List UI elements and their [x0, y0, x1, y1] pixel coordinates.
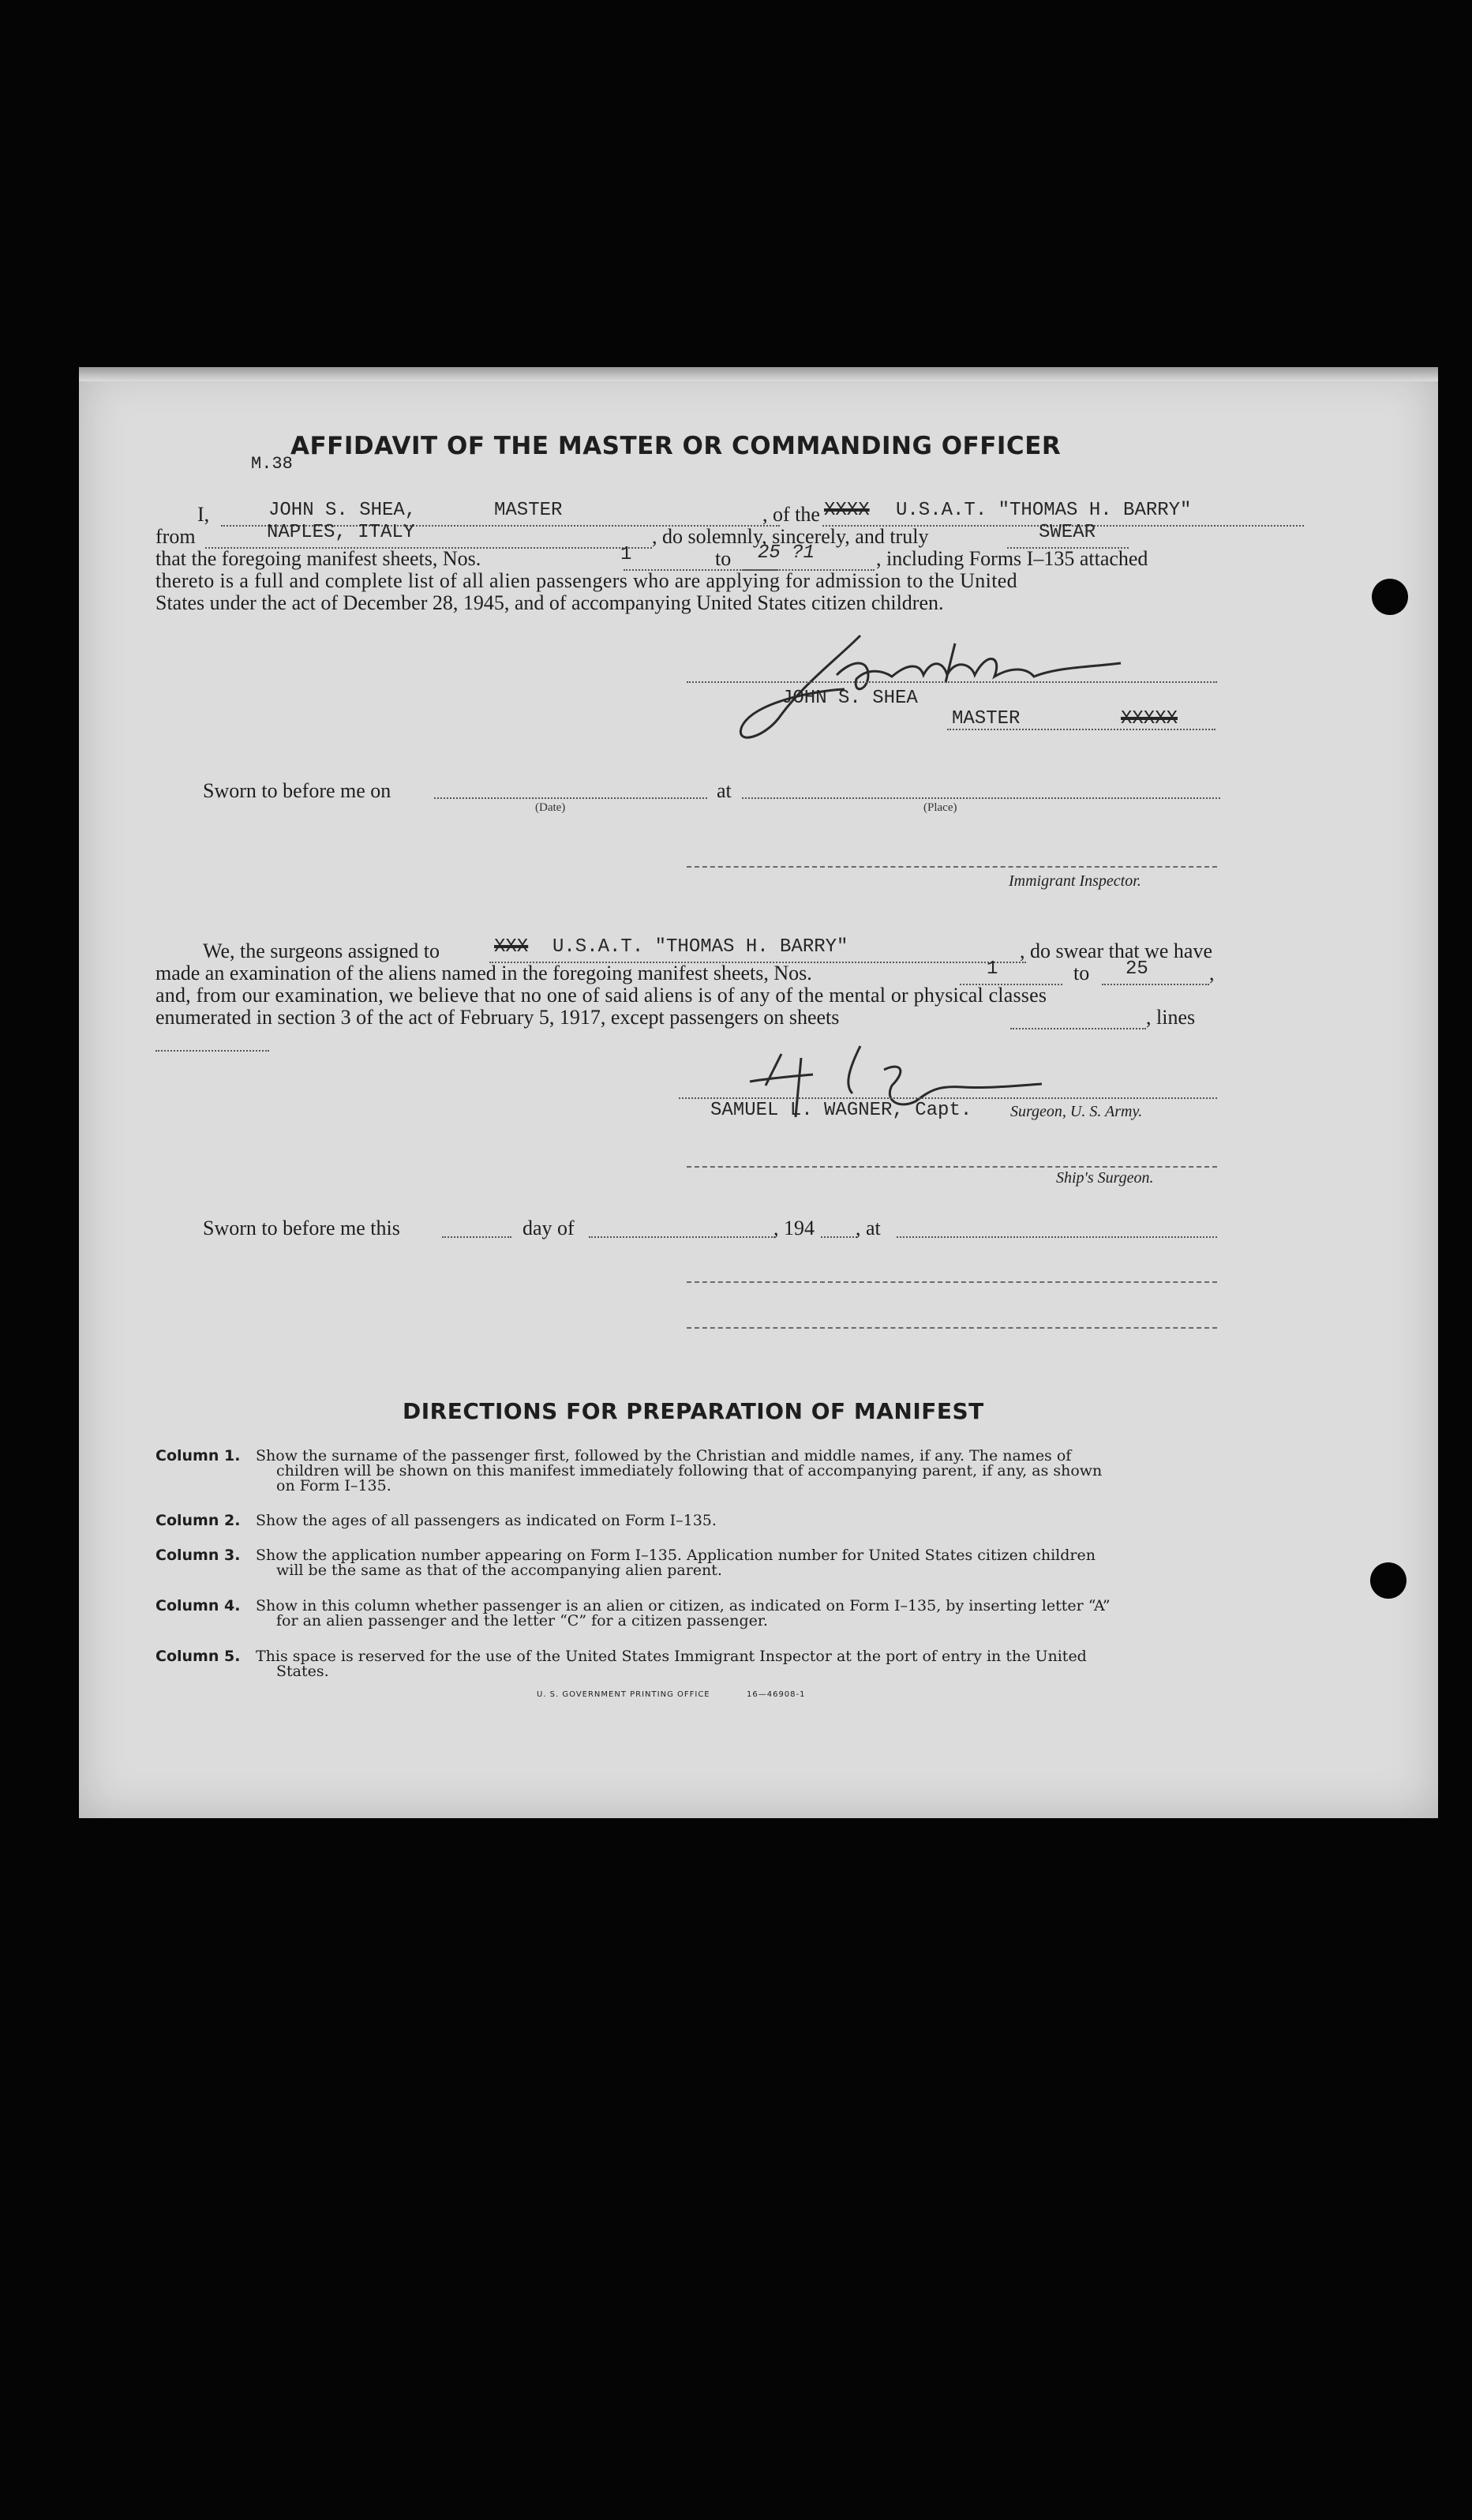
ship-struck-text: XXXX	[824, 500, 870, 521]
column-5-entry	[155, 1648, 240, 1665]
directions-title: DIRECTIONS FOR PREPARATION OF MANIFEST	[403, 1398, 984, 1424]
date-caption: (Date)	[535, 801, 566, 814]
column-2-line-1: Show the ages of all passengers as indicated on Form I–135.	[256, 1512, 717, 1529]
of-the-label: , of the	[762, 503, 820, 526]
immigrant-inspector-caption: Immigrant Inspector.	[1009, 872, 1141, 890]
column-1-entry	[155, 1447, 240, 1464]
sworn-this-label: Sworn to before me this	[203, 1217, 400, 1239]
column-1-label: Column 1.	[155, 1447, 241, 1464]
ships-surgeon-caption: Ship's Surgeon.	[1056, 1169, 1154, 1187]
surgeons-to-label: to	[1073, 962, 1090, 984]
column-4-line-1: Show in this column whether passenger is an alien or citizen, as indicated on Form I–135, by inserting letter “A”	[256, 1597, 1111, 1614]
column-4-line-2: for an alien passenger and the letter “C” for a citizen passenger.	[276, 1612, 768, 1629]
affidavit-title: AFFIDAVIT OF THE MASTER OR COMMANDING OFFICER	[290, 432, 1062, 460]
manifest-affidavit-sheet	[79, 367, 1438, 1818]
oath-word: SWEAR	[1039, 522, 1096, 543]
form-number: M.38	[251, 454, 293, 474]
column-5-label: Column 5.	[155, 1648, 241, 1665]
surgeons-line-3: and, from our examination, we believe that no one of said aliens is of any of the mental or physical classes	[155, 984, 1047, 1007]
sworn-date-line	[434, 797, 707, 799]
typed-master-name: JOHN S. SHEA	[781, 688, 918, 709]
lines-line	[155, 1050, 269, 1052]
column-3-label: Column 3.	[155, 1547, 241, 1564]
surgeons-line-4: enumerated in section 3 of the act of February 5, 1917, except passengers on sheets	[155, 1006, 840, 1029]
sworn-on-label: Sworn to before me on	[203, 779, 391, 802]
year-label: , 194	[773, 1217, 815, 1239]
ships-surgeon-signature-line	[687, 1166, 1217, 1168]
column-3-line-1: Show the application number appearing on Form I–135. Application number for United States citizen children	[256, 1547, 1096, 1564]
place-caption: (Place)	[923, 801, 957, 814]
surgeons-we-label: We, the surgeons assigned to	[203, 939, 440, 962]
printer-imprint: U. S. GOVERNMENT PRINTING OFFICE	[537, 1690, 710, 1699]
column-2-entry	[155, 1512, 240, 1529]
including-label: , including Forms I–135 attached	[876, 547, 1148, 570]
master-title-line	[947, 729, 1215, 730]
column-3-line-2: will be the same as that of the accompanying alien parent.	[276, 1562, 722, 1579]
sworn-year-line	[821, 1236, 857, 1238]
surgeons-ship-struck: XXX	[494, 936, 529, 958]
column-5-line-2: States.	[276, 1663, 329, 1680]
sheet-to: 25 ?1	[758, 542, 815, 564]
sheet-from: 1	[620, 544, 632, 565]
surgeon-signature-line	[679, 1097, 1217, 1099]
surgeons-sheet-from: 1	[987, 958, 998, 980]
ship-name: U.S.A.T. "THOMAS H. BARRY"	[896, 500, 1192, 521]
day-of-label: day of	[523, 1217, 575, 1239]
sworn-place-line	[742, 797, 1220, 799]
from-label: from	[155, 525, 196, 548]
sworn2-line-b	[687, 1327, 1217, 1329]
inspector-signature-line	[687, 866, 1217, 868]
surgeons-ship-name: U.S.A.T. "THOMAS H. BARRY"	[552, 936, 848, 958]
surgeons-line-2-comma: ,	[1209, 962, 1215, 984]
typed-struck-text: XXXXX	[1121, 708, 1178, 729]
surgeons-sheet-to: 25	[1126, 958, 1148, 980]
foregoing-label: that the foregoing manifest sheets, Nos.	[155, 547, 481, 570]
lines-label: , lines	[1146, 1006, 1196, 1029]
surgeon-title-caption: Surgeon, U. S. Army.	[1010, 1103, 1143, 1120]
sworn-day-line	[442, 1236, 511, 1238]
port-name: NAPLES, ITALY	[267, 522, 415, 543]
affidavit-line-4: thereto is a full and complete list of all alien passengers who are applying for admission to the United	[155, 569, 1018, 592]
to-label: to	[715, 547, 732, 570]
do-swear-label: , do swear that we have	[1020, 939, 1213, 962]
surgeons-to-line	[1102, 984, 1209, 985]
column-1-line-2: children will be shown on this manifest immediately following that of accompanying parent, if any, as shown	[276, 1462, 1103, 1479]
master-title: MASTER	[494, 500, 563, 521]
form-code: 16—46908-1	[747, 1690, 806, 1699]
sworn-at-label: at	[717, 779, 732, 802]
sworn-month-line	[589, 1236, 775, 1238]
affidavit-line-5: States under the act of December 28, 1945, and of accompanying United States citizen children.	[155, 591, 944, 614]
column-4-label: Column 4.	[155, 1597, 241, 1614]
typed-master-title: MASTER	[952, 708, 1021, 729]
except-sheets-line	[1010, 1028, 1146, 1029]
column-1-line-1: Show the surname of the passenger first, followed by the Christian and middle names, if any. The names of	[256, 1447, 1072, 1464]
sworn2-at-label: , at	[856, 1217, 881, 1239]
master-name: JOHN S. SHEA,	[268, 500, 417, 521]
column-5-line-1: This space is reserved for the use of the United States Immigrant Inspector at the port of entry in the United	[256, 1648, 1087, 1665]
column-2-label: Column 2.	[155, 1512, 241, 1529]
punch-hole	[1370, 1562, 1406, 1599]
master-signature-line	[687, 681, 1217, 683]
column-1-line-3: on Form I–135.	[276, 1477, 391, 1494]
i-label: I,	[197, 503, 210, 526]
do-solemnly-label: , do solemnly, sincerely, and truly	[652, 525, 929, 548]
sworn2-place-line	[897, 1236, 1217, 1238]
paper-top-edge	[79, 367, 1438, 381]
surgeons-line-2: made an examination of the aliens named in the foregoing manifest sheets, Nos.	[155, 962, 812, 984]
column-3-entry	[155, 1547, 240, 1564]
punch-hole	[1372, 579, 1408, 615]
surgeon-typed-name: SAMUEL L. WAGNER, Capt.	[710, 1100, 972, 1121]
sworn2-line-a	[687, 1281, 1217, 1283]
column-4-entry	[155, 1597, 240, 1614]
